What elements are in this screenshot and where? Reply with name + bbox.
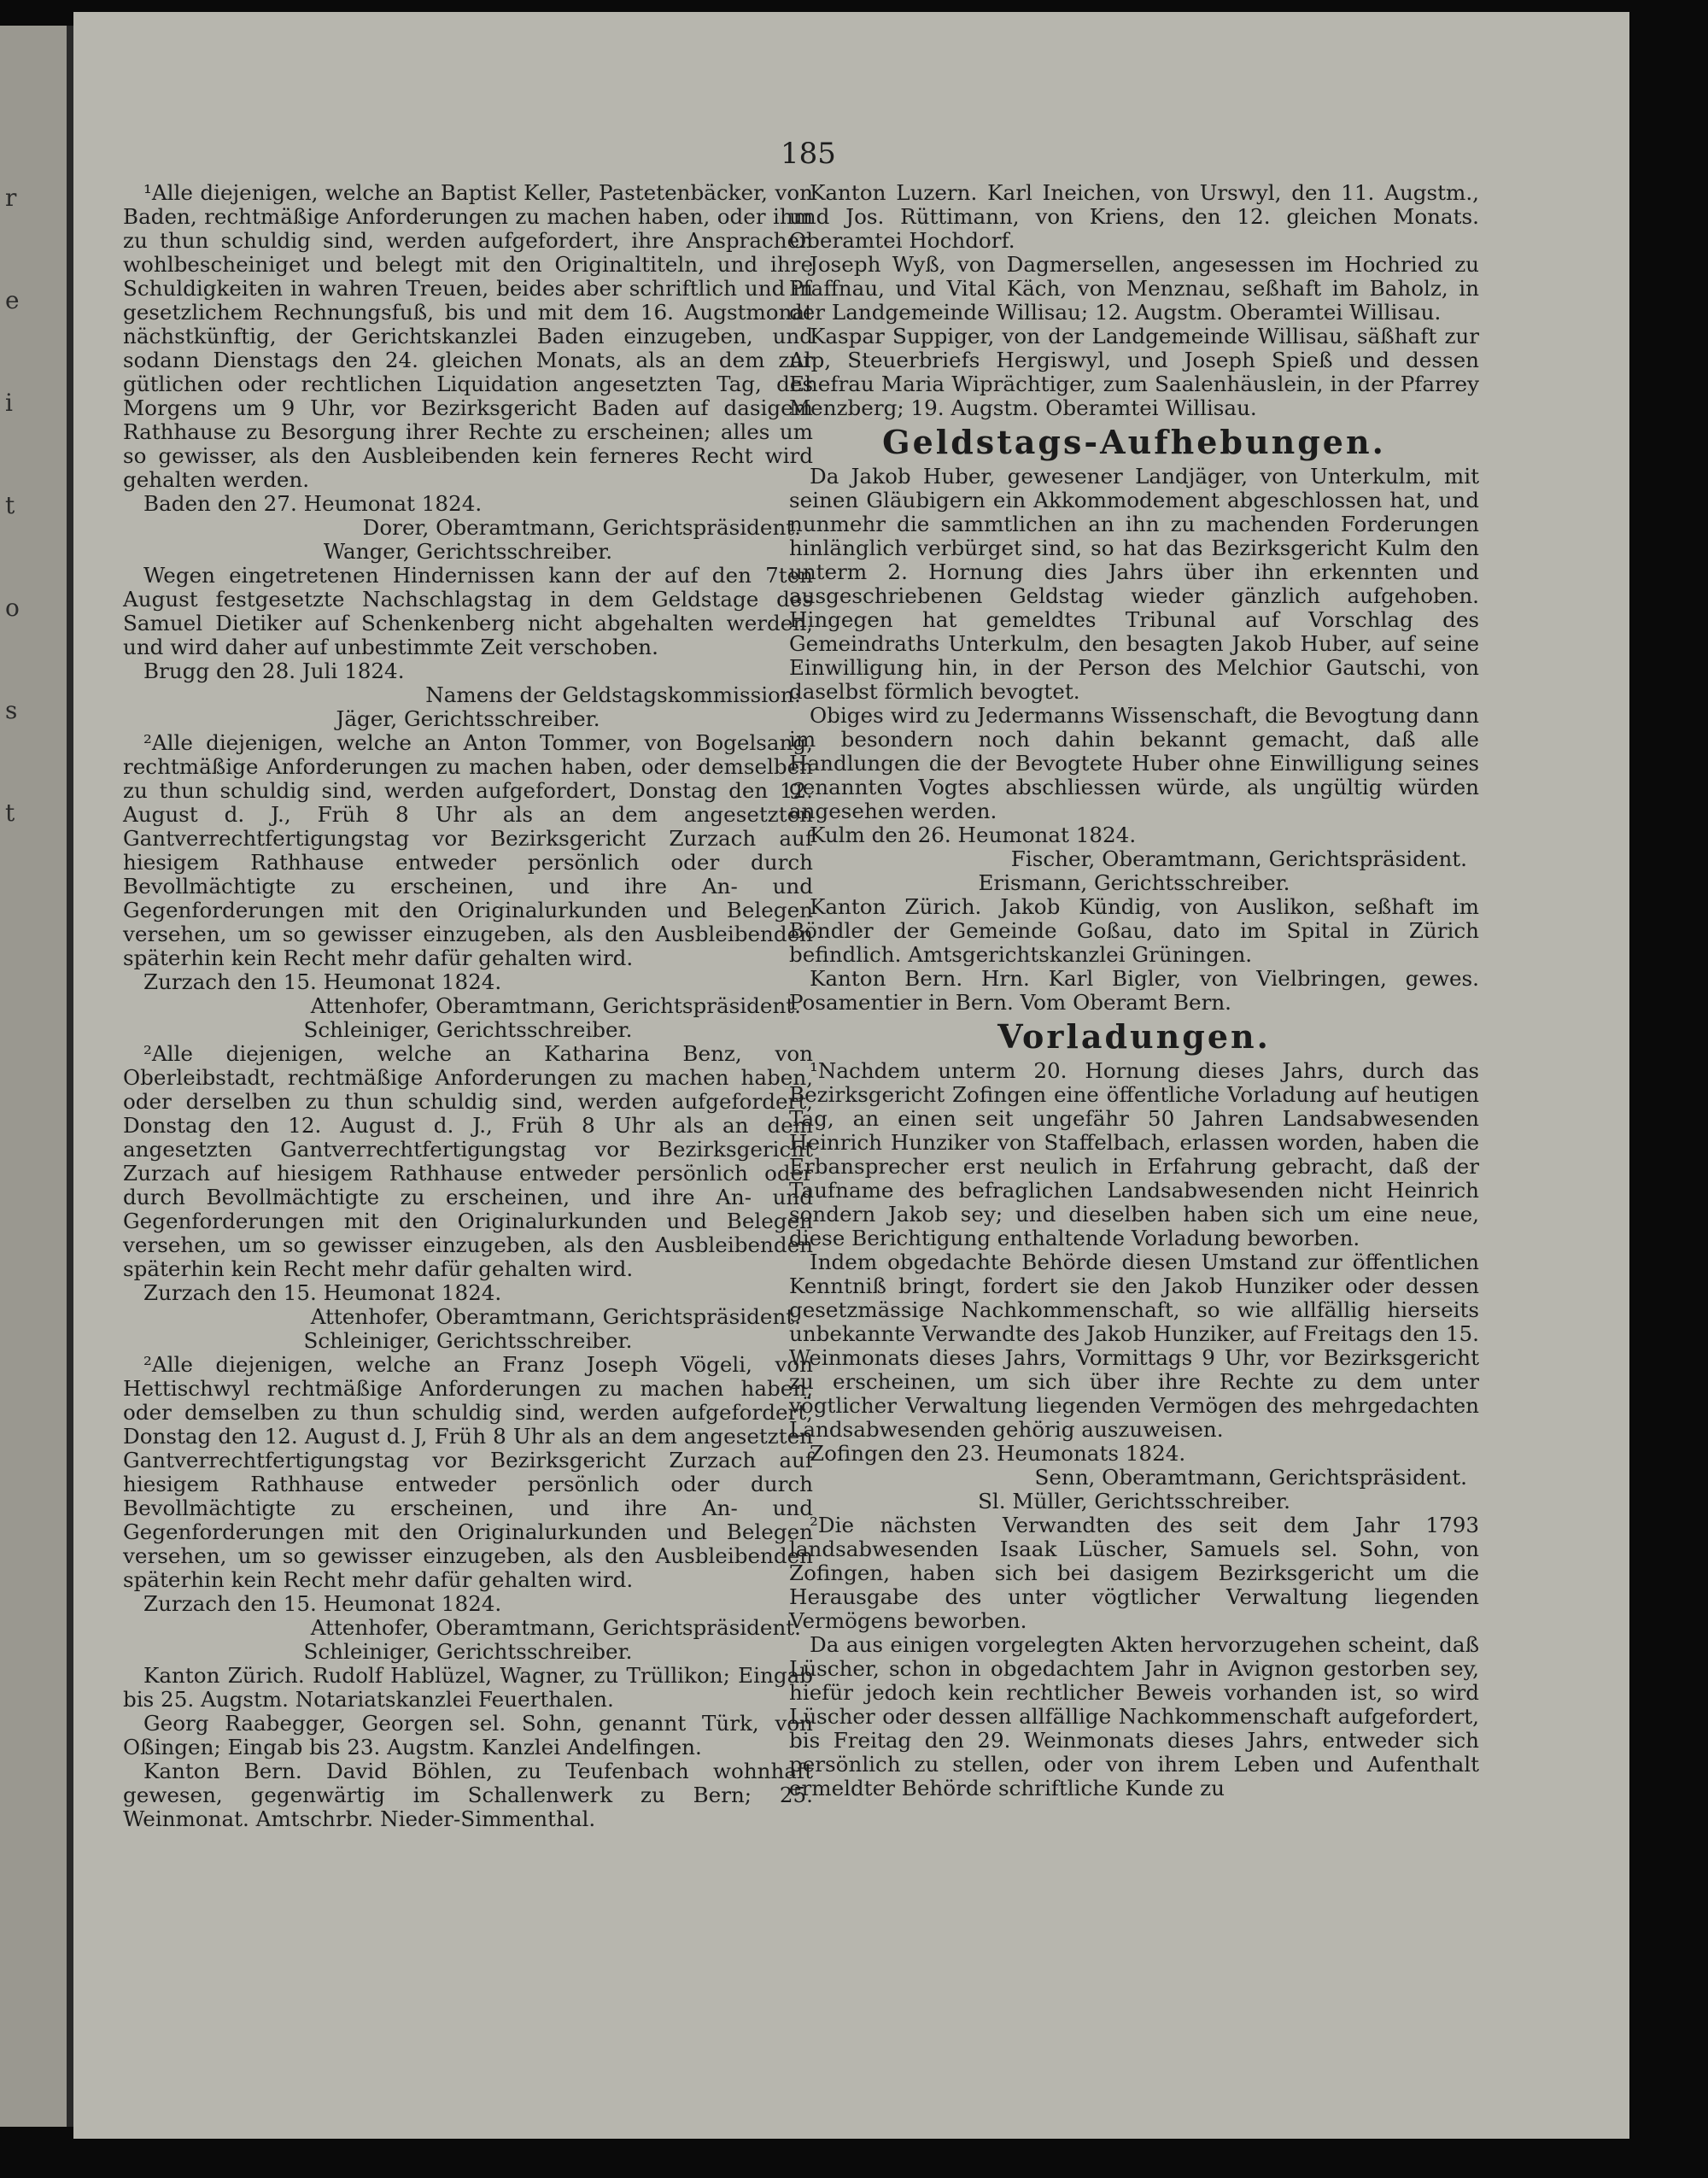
paragraph: Obiges wird zu Jedermanns Wissenschaft, die Bevogtung dann im besondern noch dahin bekannt gemacht, daß alle Handlungen die der Bevogtete Huber ohne Einwilligung seines genannten Vogtes abschliessen würde, als ungültig würden angesehen werden. (789, 703, 1479, 823)
paragraph: Zurzach den 15. Heumonat 1824. (143, 969, 502, 994)
paragraph: ²Alle diejenigen, welche an Anton Tommer, von Bogelsang, rechtmäßige Anforderungen zu machen haben, oder demselben zu thun schuldig sind, werden aufgefordert, Donstag den 12. August d. J., Früh 8 Uhr als an dem angesetzten Gantverrechtfertigungstag vor Bezirksgericht Zurzach auf hiesigem Rathhause entweder persönlich oder durch Bevollmächtigte zu erscheinen, und ihre An- und Gegenforderungen mit den Originalurkunden und Belegen versehen, um so gewisser einzugeben, als den Ausbleibenden späterhin kein Recht mehr dafür gehalten wird. (123, 730, 813, 970)
page-number: 185 (781, 137, 836, 171)
right-column (789, 181, 1479, 1800)
paragraph: ²Alle diejenigen, welche an Franz Joseph Vögeli, von Hettischwyl rechtmäßige Anforderungen zu machen haben, oder demselben zu thun schuldig sind, werden aufgefordert, Donstag den 12. August d. J, Früh 8 Uhr als an dem angesetzten Gantverrechtfertigungstag vor Bezirksgericht Zurzach auf hiesigem Rathhause entweder persönlich oder durch Bevollmächtigte zu erscheinen, und ihre An- und Gegenforderungen mit den Originalurkunden und Belegen versehen, um so gewisser einzugeben, als den Ausbleibenden späterhin kein Recht mehr dafür gehalten wird. (123, 1352, 813, 1592)
section-heading: Vorladungen. (997, 1017, 1271, 1056)
margin-letter: r (5, 184, 17, 212)
paragraph: Kanton Bern. David Böhlen, zu Teufenbach wohnhaft gewesen, gegenwärtig im Schallenwerk zu Bern; 25. Weinmonat. Amtschrbr. Nieder-Simmenthal. (123, 1759, 813, 1831)
margin-letter: s (5, 696, 18, 724)
paragraph: Joseph Wyß, von Dagmersellen, angesessen im Hochried zu Pfaffnau, und Vital Käch, von Menznau, seßhaft im Baholz, in der Landgemeinde Willisau; 12. Augstm. Oberamtei Willisau. (789, 252, 1479, 325)
margin-letter: o (5, 594, 20, 622)
paragraph: Kanton Bern. Hrn. Karl Bigler, von Vielbringen, gewes. Posamentier in Bern. Vom Oberamt Bern. (789, 966, 1479, 1015)
paragraph: Da Jakob Huber, gewesener Landjäger, von Unterkulm, mit seinen Gläubigern ein Akkommodement abgeschlossen hat, und nunmehr die sammtlichen an ihn zu machenden Forderungen hinlänglich verbürget sind, so hat das Bezirksgericht Kulm den unterm 2. Hornung dies Jahrs über ihn erkennten und ausgeschriebenen Geldstag wieder gänzlich aufgehoben. Hingegen hat gemeldtes Tribunal auf Vorschlag des Gemeindraths Unterkulm, den besagten Jakob Huber, auf seine Einwilligung hin, in der Person des Melchior Gautschi, von daselbst förmlich bevogtet. (789, 464, 1479, 704)
paragraph: Zofingen den 23. Heumonats 1824. (810, 1441, 1186, 1466)
paragraph: ¹Nachdem unterm 20. Hornung dieses Jahrs, durch das Bezirksgericht Zofingen eine öffentliche Vorladung auf heutigen Tag, an einen seit ungefähr 50 Jahren Landsabwesenden Heinrich Hunziker von Staffelbach, erlassen worden, haben die Erbansprecher erst neulich in Erfahrung gebracht, daß der Taufname des befraglichen Landsabwesenden nicht Heinrich sondern Jakob sey; und dieselben haben sich um eine neue, diese Berichtigung enthaltende Vorladung beworben. (789, 1058, 1479, 1250)
paragraph: Georg Raabegger, Georgen sel. Sohn, genannt Türk, von Oßingen; Eingab bis 23. Augstm. Kanzlei Andelfingen. (123, 1711, 813, 1759)
paragraph: Kulm den 26. Heumonat 1824. (810, 823, 1137, 847)
signature-line: Erismann, Gerichtsschreiber. (978, 870, 1290, 895)
paragraph: Indem obgedachte Behörde diesen Umstand zur öffentlichen Kenntniß bringt, fordert sie den Jakob Hunziker oder dessen gesetzmässige Nachkommenschaft, so wie allfällig hierseits unbekannte Verwandte des Jakob Hunziker, auf Freitags den 15. Weinmonats dieses Jahrs, Vormittags 9 Uhr, vor Bezirksgericht zu erscheinen, um sich über ihre Rechte zu dem unter vögtlicher Verwaltung liegenden Vermögen des mehrgedachten Landsabwesenden gehörig auszuweisen. (789, 1250, 1479, 1442)
paragraph: Zurzach den 15. Heumonat 1824. (143, 1280, 502, 1305)
paragraph: Kanton Zürich. Jakob Kündig, von Auslikon, seßhaft im Böndler der Gemeinde Goßau, dato im Spital in Zürich befindlich. Amtsgerichtskanzlei Grüningen. (789, 894, 1479, 967)
paragraph: ²Alle diejenigen, welche an Katharina Benz, von Oberleibstadt, rechtmäßige Anforderungen zu machen haben, oder derselben zu thun schuldig sind, werden aufgefordert, Donstag den 12. August d. J., Früh 8 Uhr als an dem angesetzten Gantverrechtfertigungstag vor Bezirksgericht Zurzach auf hiesigem Rathhause entweder persönlich oder durch Bevollmächtigte zu erscheinen, und ihre An- und Gegenforderungen mit den Originalurkunden und Belegen versehen, um so gewisser einzugeben, als den Ausbleibenden späterhin kein Recht mehr dafür gehalten wird. (123, 1041, 813, 1281)
signature-line: Schleiniger, Gerichtsschreiber. (303, 1017, 633, 1042)
left-column (123, 181, 813, 1831)
signature-line: Fischer, Oberamtmann, Gerichtspräsident. (1010, 846, 1467, 871)
paragraph: Kanton Zürich. Rudolf Hablüzel, Wagner, zu Trüllikon; Eingab bis 25. Augstm. Notariatskanzlei Feuerthalen. (123, 1663, 813, 1712)
paragraph: ¹Alle diejenigen, welche an Baptist Keller, Pastetenbäcker, von Baden, rechtmäßige Anforderungen zu machen haben, oder ihm zu thun schuldig sind, werden aufgefordert, ihre Ansprachen wohlbescheiniget und belegt mit den Originaltiteln, und ihre Schuldigkeiten in wahren Treuen, beides aber schriftlich und in gesetzlichem Rechnungsfuß, bis und mit dem 16. Augstmonat nächstkünftig, der Gerichtskanzlei Baden einzugeben, und sodann Dienstags den 24. gleichen Monats, als an dem zur gütlichen oder rechtlichen Liquidation angesetzten Tag, des Morgens um 9 Uhr, vor Bezirksgericht Baden auf dasigem Rathhause zu Besorgung ihrer Rechte zu erscheinen; alles um so gewisser, als den Ausbleibenden kein ferneres Recht wird gehalten werden. (123, 180, 813, 492)
signature-line: Attenhofer, Oberamtmann, Gerichtspräsident. (310, 993, 801, 1018)
signature-line: Sl. Müller, Gerichtsschreiber. (978, 1489, 1290, 1513)
paragraph: Baden den 27. Heumonat 1824. (143, 491, 483, 516)
paragraph: Wegen eingetretenen Hindernissen kann der auf den 7ten August festgesetzte Nachschlagstag in dem Geldstage des Samuel Dietiker auf Schenkenberg nicht abgehalten werden, und wird daher auf unbestimmte Zeit verschoben. (123, 563, 813, 659)
signature-line: Wanger, Gerichtsschreiber. (323, 539, 613, 564)
signature-line: Attenhofer, Oberamtmann, Gerichtspräsident. (310, 1304, 801, 1329)
paragraph: Brugg den 28. Juli 1824. (143, 659, 405, 683)
signature-line: Dorer, Oberamtmann, Gerichtspräsident. (362, 515, 801, 540)
signature-line: Schleiniger, Gerichtsschreiber. (303, 1328, 633, 1353)
signature-line: Senn, Oberamtmann, Gerichtspräsident. (1034, 1465, 1467, 1490)
margin-letter: i (5, 389, 13, 417)
section-heading: Geldstags-Aufhebungen. (882, 423, 1386, 461)
signature-line: Jäger, Gerichtsschreiber. (336, 706, 600, 731)
book-gutter (67, 26, 73, 2127)
margin-letter: e (5, 286, 20, 314)
paragraph: Zurzach den 15. Heumonat 1824. (143, 1591, 502, 1616)
paragraph: ²Die nächsten Verwandten des seit dem Jahr 1793 landsabwesenden Isaak Lüscher, Samuels sel. Sohn, von Zofingen, haben sich bei dasigem Bezirksgericht um die Herausgabe des unter vögtlicher Verwaltung liegenden Vermögens beworben. (789, 1513, 1479, 1633)
signature-line: Attenhofer, Oberamtmann, Gerichtspräsident. (310, 1615, 801, 1640)
signature-line: Namens der Geldstagskommission: (425, 682, 801, 707)
paragraph: Kanton Luzern. Karl Ineichen, von Urswyl, den 11. Augstm., und Jos. Rüttimann, von Kriens, den 12. gleichen Monats. Oberamtei Hochdorf. (789, 180, 1479, 253)
facing-page-edge (0, 26, 68, 2127)
signature-line: Schleiniger, Gerichtsschreiber. (303, 1639, 633, 1664)
paragraph: Kaspar Suppiger, von der Landgemeinde Willisau, säßhaft zur Alp, Steuerbriefs Hergiswyl, und Joseph Spieß und dessen Ehefrau Maria Wiprächtiger, zum Saalenhäuslein, in der Pfarrey Menzberg; 19. Augstm. Oberamtei Willisau. (789, 324, 1479, 420)
margin-letter: t (5, 491, 15, 519)
margin-letter: t (5, 799, 15, 827)
paragraph: Da aus einigen vorgelegten Akten hervorzugehen scheint, daß Lüscher, schon in obgedachtem Jahr in Avignon gestorben sey, hiefür jedoch kein rechtlicher Beweis vorhanden ist, so wird Lüscher oder dessen allfällige Nachkommenschaft aufgefordert, bis Freitag den 29. Weinmonats dieses Jahrs, entweder sich persönlich zu stellen, oder von ihrem Leben und Aufenthalt ermeldter Behörde schriftliche Kunde zu (789, 1632, 1479, 1800)
